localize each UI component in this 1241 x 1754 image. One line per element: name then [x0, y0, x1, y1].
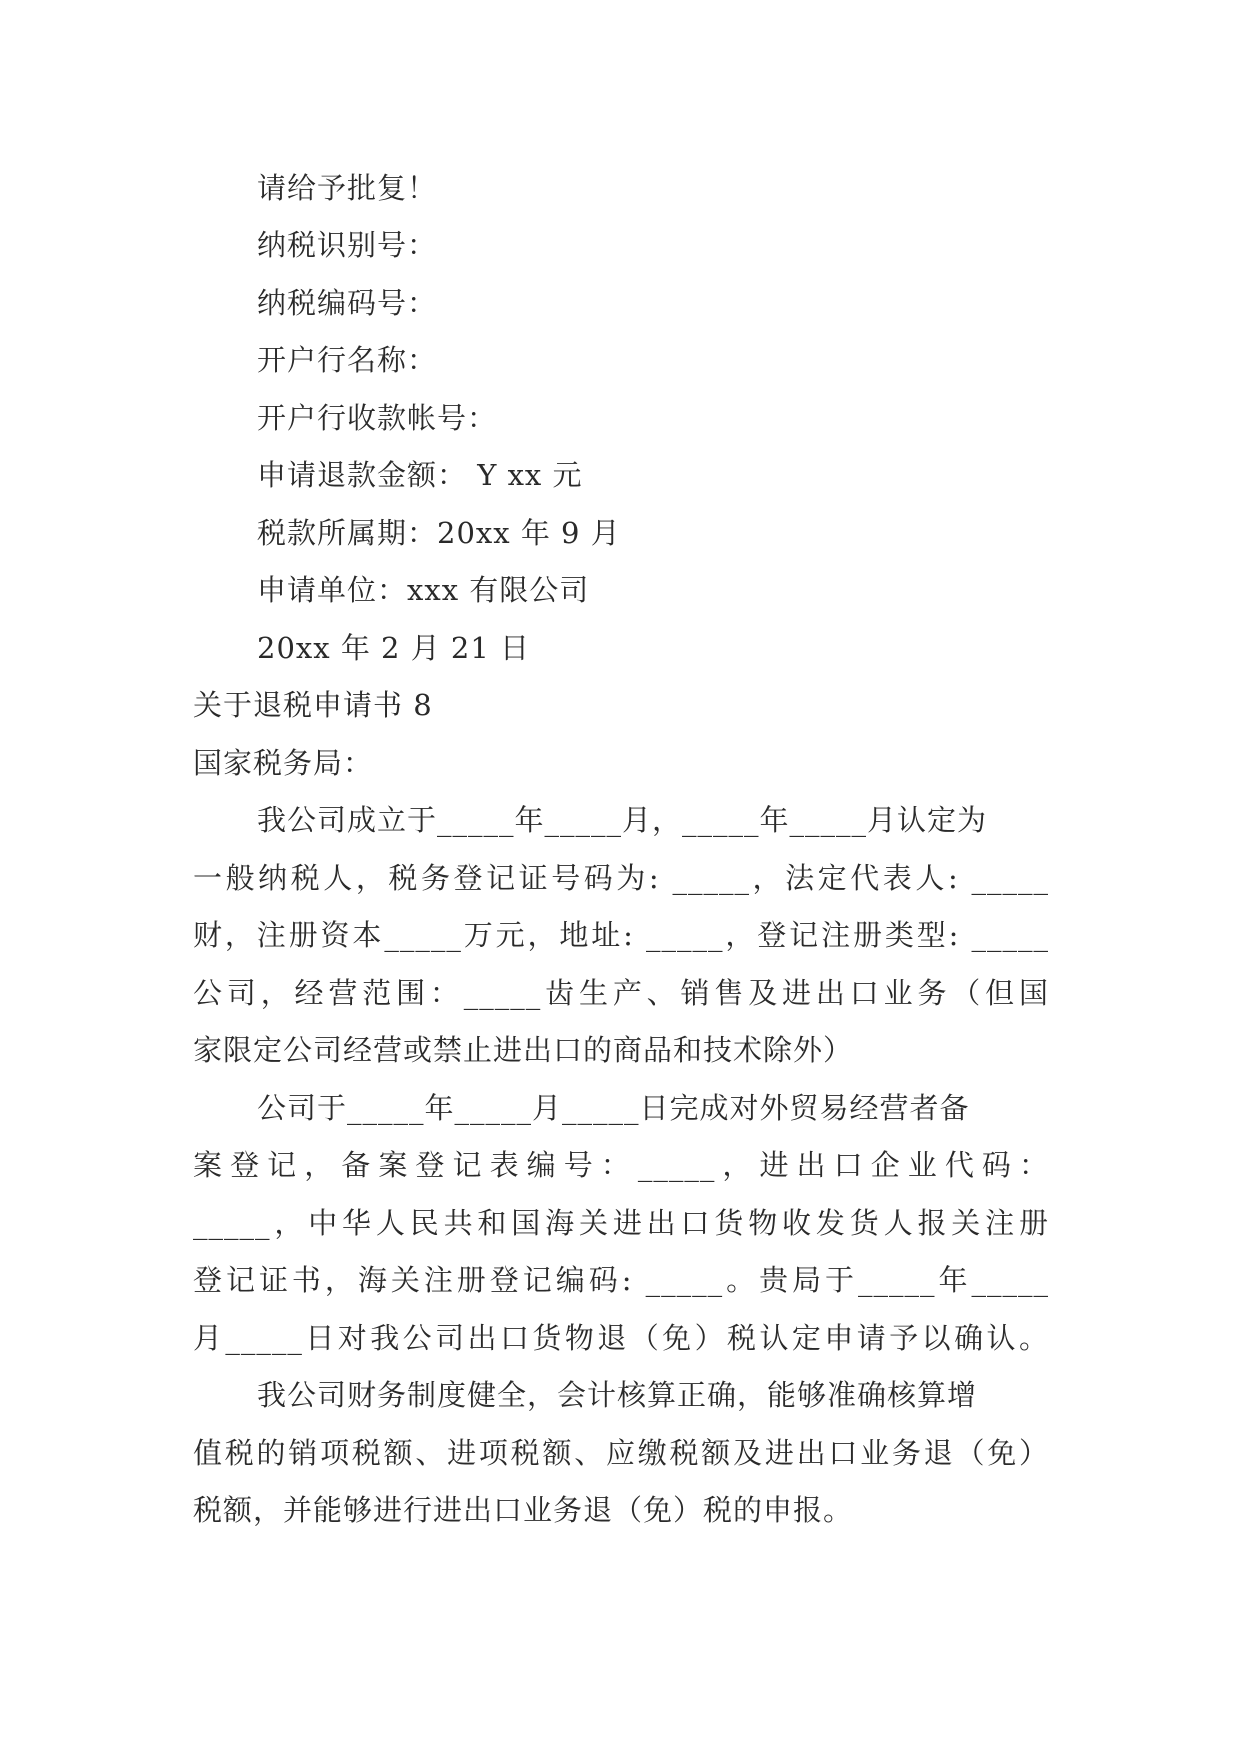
paragraph-1-line-3: 财，注册资本_____万元，地址: _____，登记注册类型: _____ — [193, 918, 1049, 952]
approval-request-line: 请给予批复！ — [257, 171, 438, 205]
paragraph-3-line-2: 值税的销项税额、进项税额、应缴税额及进出口业务退（免） — [193, 1436, 1049, 1470]
tax-code-line: 纳税编码号： — [257, 286, 438, 320]
paragraph-1-line-1: 我公司成立于_____年_____月，_____年_____月认定为 — [257, 803, 988, 837]
refund-amount-line: 申请退款金额： Y xx 元 — [257, 458, 583, 492]
paragraph-2-line-4: 登记证书，海关注册登记编码: _____。贵局于_____年_____ — [193, 1263, 1049, 1297]
paragraph-2-line-2: 案登记，备案登记表编号：_____，进出口企业代码： — [193, 1148, 1049, 1182]
addressee-line: 国家税务局： — [193, 746, 374, 780]
tax-period-line: 税款所属期：20xx 年 9 月 — [257, 516, 621, 550]
paragraph-2-line-5: 月_____日对我公司出口货物退（免）税认定申请予以确认。 — [193, 1321, 1049, 1355]
paragraph-3-line-1: 我公司财务制度健全，会计核算正确，能够准确核算增 — [257, 1378, 978, 1412]
paragraph-2-line-1: 公司于_____年_____月_____日完成对外贸易经营者备 — [257, 1091, 970, 1125]
bank-account-line: 开户行收款帐号： — [257, 401, 498, 435]
paragraph-1-line-4: 公司，经营范围：_____齿生产、销售及进出口业务（但国 — [193, 976, 1049, 1010]
paragraph-1-line-2: 一般纳税人，税务登记证号码为: _____，法定代表人: _____ — [193, 861, 1049, 895]
paragraph-3-line-3: 税额，并能够进行进出口业务退（免）税的申报。 — [193, 1493, 854, 1527]
taxpayer-id-line: 纳税识别号： — [257, 228, 438, 262]
paragraph-1-line-5: 家限定公司经营或禁止进出口的商品和技术除外） — [193, 1033, 854, 1067]
applicant-line: 申请单位：xxx 有限公司 — [257, 573, 590, 607]
bank-name-line: 开户行名称： — [257, 343, 438, 377]
paragraph-2-line-3: _____，中华人民共和国海关进出口货物收发货人报关注册 — [193, 1206, 1049, 1240]
section-title: 关于退税申请书 8 — [193, 688, 433, 722]
date-line: 20xx 年 2 月 21 日 — [257, 631, 531, 665]
